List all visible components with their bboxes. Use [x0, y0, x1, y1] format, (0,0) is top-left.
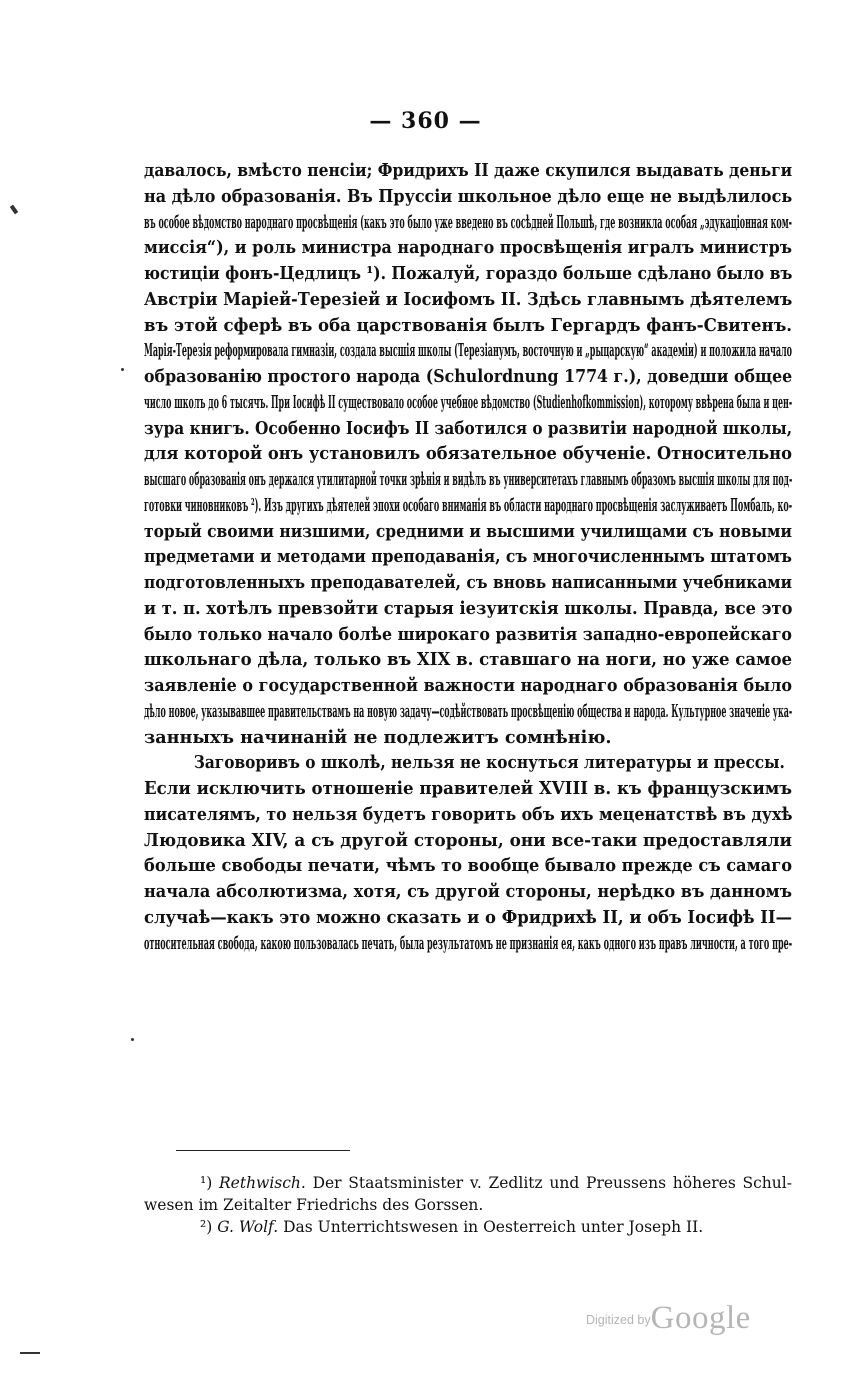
footnote-1-text: Der Staatsminister v. Zedlitz und Preussens höheres Schul- [312, 1174, 792, 1192]
text-line: относительная свобода, какою пользовалась печать, была результатомъ не признанія ея, какъ одного изъ правъ личности, а того пре- [144, 932, 793, 954]
text-line: занныхъ начинаній не подлежитъ сомнѣнію. [144, 726, 612, 748]
text-line: было только начало болѣе широкаго развитія западно-европейскаго [144, 623, 792, 645]
text-line: торый своими низшими, средними и высшими училищами съ новыми [144, 520, 792, 542]
scan-speck [10, 205, 18, 215]
watermark-prefix: Digitized by [586, 1313, 651, 1327]
scan-speck [131, 1038, 134, 1041]
text-line: въ этой сферѣ въ оба царствованія былъ Гергардъ фанъ-Свитенъ. [144, 314, 793, 336]
text-line: на дѣло образованія. Въ Пруссіи школьное дѣло еще не выдѣлилось [144, 185, 793, 207]
scan-speck [121, 368, 124, 371]
text-line: давалось, вмѣсто пенсіи; Фридрихъ II даже скупился выдавать деньги [144, 160, 793, 181]
text-line: школьнаго дѣла, только въ XIX в. ставшаго на ноги, но уже самое [144, 649, 793, 671]
text-line: въ особое вѣдомство народнаго просвѣщенія (какъ это было уже введено въ сосѣдней Польшѣ, где возникла особая „эдукаціонная ком- [144, 211, 793, 233]
footnote-2 [144, 1216, 792, 1238]
text-line: зура книгъ. Особенно Іосифъ II заботился о развитіи народной школы, [144, 417, 793, 439]
footnote-divider [176, 1150, 350, 1151]
text-line: готовки чиновниковъ ²). Изъ другихъ дѣятелей эпохи особаго вниманія въ области народнаго просвѣщенія заслуживаетъ Помбаль, ко- [144, 494, 793, 516]
footnote-1-continuation: wesen im Zeitalter Friedrichs des Gorssen. [144, 1196, 484, 1214]
text-line: Австріи Маріей-Терезіей и Іосифомъ II. Здѣсь главнымъ дѣятелемъ [144, 288, 793, 310]
text-line: больше свободы печати, чѣмъ то вообще бывало прежде съ самаго [144, 855, 793, 877]
text-line: подготовленныхъ преподавателей, съ вновь написанными учебниками [144, 572, 792, 593]
text-line: Людовика XIV, а съ другой стороны, они все-таки предоставляли [144, 829, 793, 851]
scan-speck [20, 1352, 40, 1354]
text-line: число школъ до 6 тысячъ. При Іосифѣ II существовало особое учебное вѣдомство (Studienhofkommission), которому ввѣрена была и цен- [144, 391, 793, 413]
text-line: образованію простого народа (Schulordnung 1774 г.), доведши общее [144, 366, 793, 387]
footnote-2-text: Das Unterrichtswesen in Oesterreich unter Joseph II. [283, 1218, 704, 1236]
footnote-1-marker: ¹) [200, 1174, 213, 1192]
text-line: высшаго образованія онъ держался утилитарной точки зрѣнія и видѣлъ въ университетахъ главнымъ образомъ высшія школы для под- [144, 469, 793, 490]
footnote-1-author: Rethwisch. [219, 1174, 306, 1192]
page-number: — 360 — [369, 108, 482, 134]
footnote-2-author: G. Wolf. [217, 1218, 279, 1236]
text-line: для которой онъ установилъ обязательное обученіе. Относительно [144, 443, 792, 465]
text-line: заявленіе о государственной важности народнаго образованія было [144, 675, 793, 696]
text-line: миссія“), и роль министра народнаго просвѣщенія игралъ министръ [144, 237, 793, 259]
footnote-1 [144, 1172, 792, 1194]
text-line: и т. п. хотѣлъ превзойти старыя іезуитскія школы. Правда, все это [144, 597, 793, 619]
text-line: случаѣ—какъ это можно сказать и о Фридрихѣ II, и объ Іосифѣ II— [144, 906, 793, 928]
google-logo: Google [650, 1300, 751, 1336]
text-line: юстиціи фонъ-Цедлицъ ¹). Пожалуй, гораздо больше сдѣлано было въ [144, 263, 793, 284]
text-line: начала абсолютизма, хотя, съ другой стороны, нерѣдко въ данномъ [144, 881, 792, 902]
text-line: Марія-Терезія реформировала гимназіи, создала высшія школы (Терезіанумъ, восточную и „рыцарскую“ академіи) и положила начало [144, 340, 792, 362]
text-line: Заговоривъ о школѣ, нельзя не коснуться литературы и прессы. [193, 752, 785, 774]
text-line: писателямъ, то нельзя будетъ говорить объ ихъ меценатствѣ въ духѣ [144, 803, 793, 825]
text-line: предметами и методами преподаванія, съ многочисленнымъ штатомъ [144, 546, 792, 568]
body-text [144, 158, 792, 956]
digitized-watermark [586, 1300, 751, 1337]
text-line: Если исключить отношеніе правителей XVIII в. къ французскимъ [144, 778, 792, 799]
footnotes [144, 1172, 792, 1238]
footnote-2-marker: ²) [200, 1218, 213, 1236]
text-line: дѣло новое, указывавшее правительствамъ на новую задачу—содѣйствовать просвѣщенію общества и народа. Культурное значеніе ука- [144, 700, 793, 722]
